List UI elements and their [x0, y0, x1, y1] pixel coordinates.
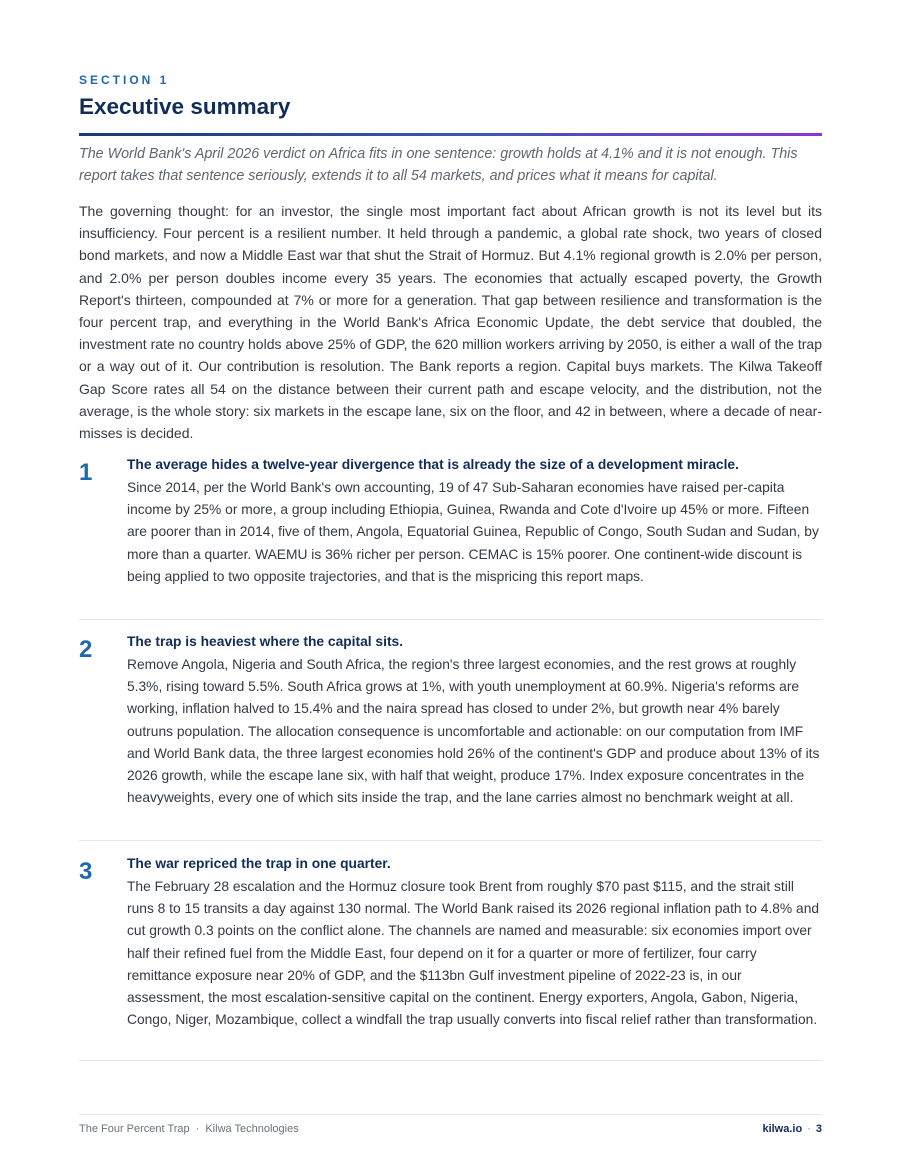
footer-site-link[interactable]: kilwa.io	[762, 1123, 803, 1135]
footer-report-title: The Four Percent Trap	[79, 1123, 190, 1135]
footer-page-number: 3	[815, 1123, 822, 1135]
finding-body: The February 28 escalation and the Hormuz closure took Brent from roughly $70 past $115, and the strait still runs 8 to 15 transits a day against 130 normal. The World Bank raised its 2026 regional inflation path to 4.8% and cut growth 0.3 points on the conflict alone. The channels are named and measurable: six economies import over half their refined fuel from the Middle East, four depend on it for a quarter or more of fertilizer, four carry remittance exposure near 20% of GDP, and the $113bn Gulf investment pipeline of 2022-23 is, in our assessment, the most escalation-sensitive capital on the continent. Energy exporters, Angola, Gabon, Nigeria, Congo, Niger, Mozambique, collect a windfall the trap usually converts into fiscal relief rather than transformation.	[127, 879, 820, 1028]
section-eyebrow: SECTION 1	[79, 73, 170, 87]
footer-divider	[79, 1114, 822, 1115]
finding-number: 2	[79, 636, 93, 663]
footer-report-info	[79, 1123, 299, 1135]
body-paragraph: The governing thought: for an investor, the single most important fact about African growth is not its level but its insufficiency. Four percent is a resilient number. It held through a pandemic, a global rate shock, two years of closed bond markets, and now a Middle East war that shut the Strait of Hormuz. But 4.1% regional growth is 2.0% per person, and 2.0% per person doubles income every 35 years. The economies that actually escaped poverty, the Growth Report's thirteen, compounded at 7% or more for a generation. That gap between resilience and transformation is the four percent trap, and everything in the World Bank's Africa Economic Update, the debt service that doubled, the investment rate no country holds above 25% of GDP, the 620 million workers arriving by 2050, is either a wall of the trap or a way out of it. Our contribution is resolution. The Bank reports a region. Capital buys markets. The Kilwa Takeoff Gap Score rates all 54 on the distance between their current path and escape velocity, and the distribution, not the average, is the whole story: six markets in the escape lane, six on the floor, and 42 in between, where a decade of near-misses is decided.	[79, 203, 822, 442]
footer-company: Kilwa Technologies	[205, 1123, 299, 1135]
finding-number: 3	[79, 858, 93, 885]
footer-separator: ·	[195, 1123, 200, 1135]
finding-body: Since 2014, per the World Bank's own accounting, 19 of 47 Sub-Saharan economies have raised per-capita income by 25% or more, a group including Ethiopia, Guinea, Rwanda and Cote d'Ivoire up 45% or more. Fifteen are poorer than in 2014, five of them, Angola, Equatorial Guinea, Republic of Congo, South Sudan and Sudan, by more than a quarter. WAEMU is 36% richer per person. CEMAC is 15% poorer. One continent-wide discount is being applied to two opposite trajectories, and that is the mispricing this report maps.	[127, 480, 819, 584]
finding-title: The war repriced the trap in one quarter.	[127, 856, 391, 871]
footer-separator: ·	[807, 1123, 811, 1135]
title-divider	[79, 133, 822, 136]
footer-page-info	[762, 1123, 822, 1135]
finding-body: Remove Angola, Nigeria and South Africa, the region's three largest economies, and the rest grows at roughly 5.3%, rising toward 5.5%. South Africa grows at 1%, with youth unemployment at 60.9%. Nigeria's reforms are working, inflation halved to 15.4% and the naira spread has closed to under 2%, but growth near 4% barely outruns population. The allocation consequence is uncomfortable and actionable: on our computation from IMF and World Bank data, the three largest economies hold 26% of the continent's GDP and produce about 13% of its 2026 growth, while the escape lane six, with half that weight, produce 17%. Index exposure concentrates in the heavyweights, every one of which sits inside the trap, and the lane carries almost no benchmark weight at all.	[127, 657, 820, 806]
finding-3	[79, 855, 822, 1061]
finding-1	[79, 456, 822, 620]
finding-2	[79, 633, 822, 841]
section-title: Executive summary	[79, 94, 291, 119]
finding-title: The average hides a twelve-year divergence that is already the size of a development miracle.	[127, 457, 739, 472]
lede-paragraph: The World Bank's April 2026 verdict on Africa fits in one sentence: growth holds at 4.1% and it is not enough. This report takes that sentence seriously, extends it to all 54 markets, and prices what it means for capital.	[79, 146, 798, 184]
finding-number: 1	[79, 459, 93, 486]
finding-title: The trap is heaviest where the capital sits.	[127, 634, 404, 649]
